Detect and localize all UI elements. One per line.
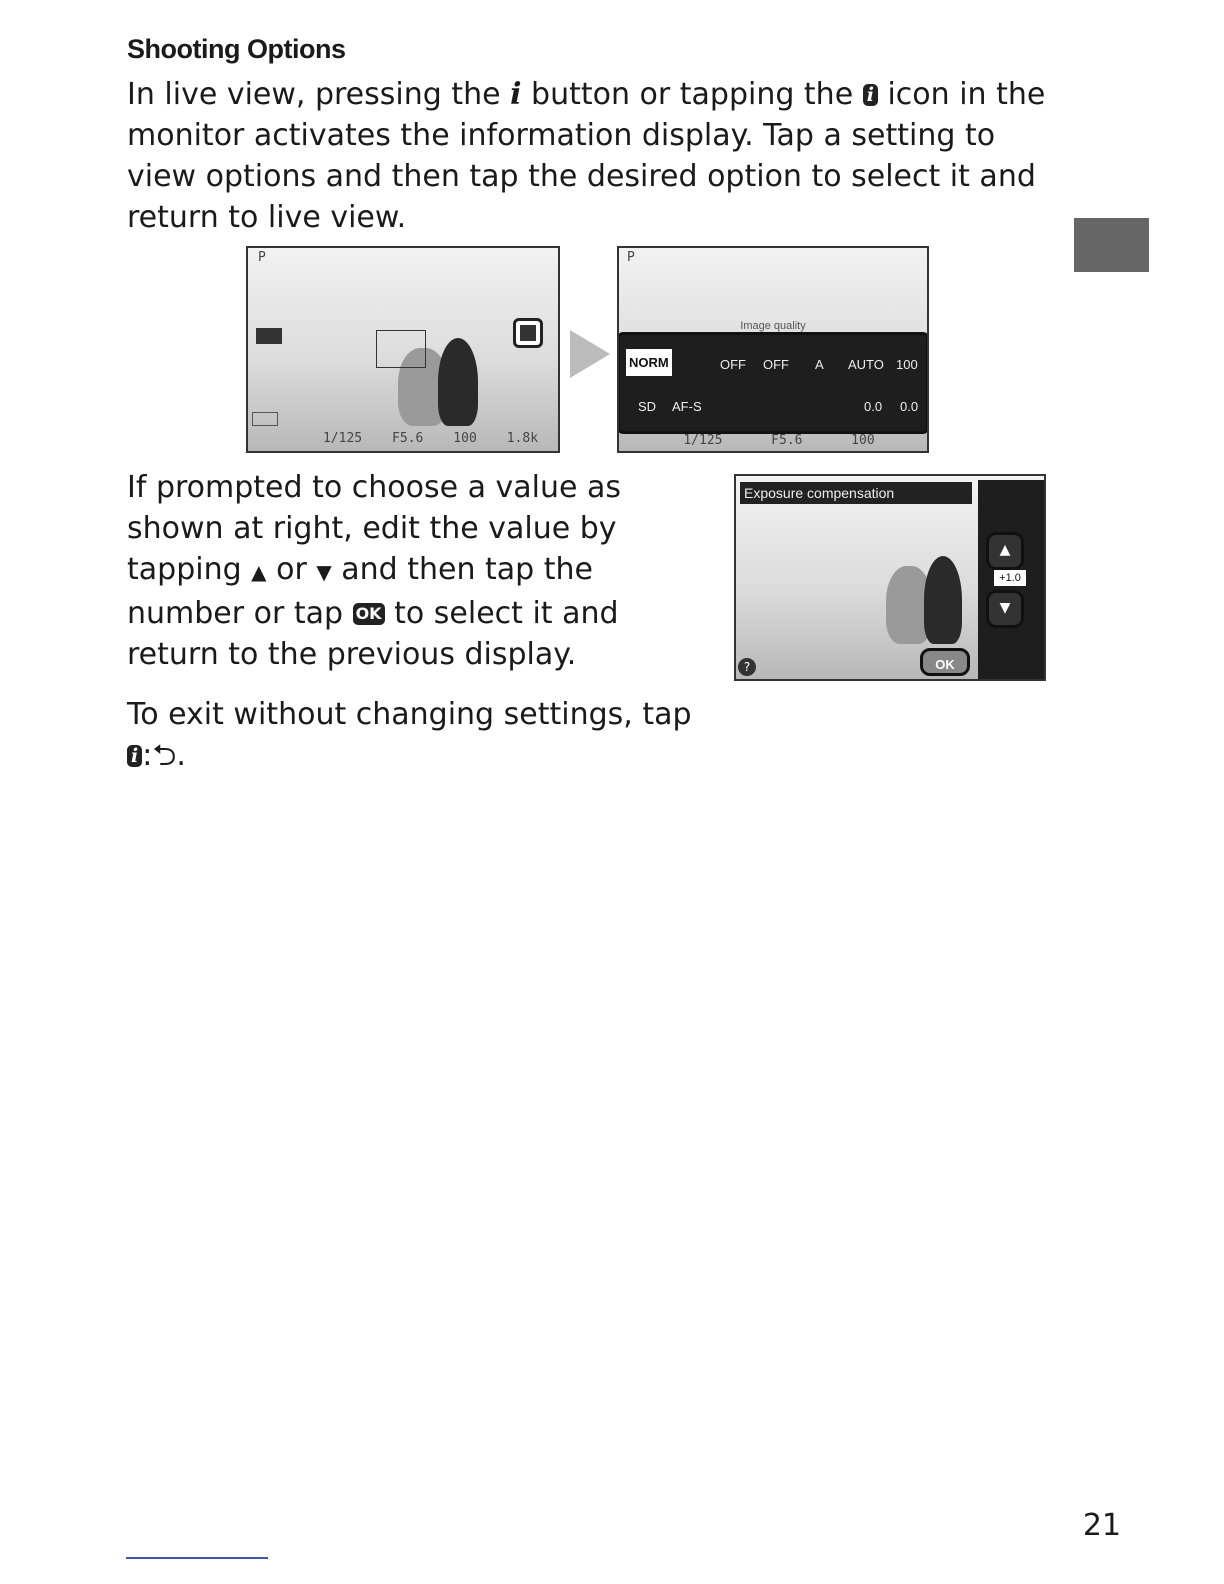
ok-icon: OK [353, 603, 385, 625]
chapter-tab [1074, 218, 1149, 272]
option-cell[interactable]: OFF [720, 357, 746, 372]
option-cell[interactable]: 0.0 [900, 399, 919, 414]
option-cell[interactable]: 100 [896, 357, 918, 372]
help-icon[interactable]: ? [738, 658, 756, 676]
info-icon: i [863, 84, 878, 106]
info-touch-icon [513, 318, 543, 348]
settings-panel [617, 332, 929, 434]
section-heading: Shooting Options [127, 34, 346, 64]
mode-indicator: P [258, 250, 266, 265]
live-view-screen [246, 246, 560, 453]
image-quality-option[interactable]: NORM [626, 349, 672, 376]
increase-button[interactable]: ▲ [986, 532, 1024, 570]
setting-title: Image quality [740, 320, 806, 332]
info-icon: i [127, 745, 142, 767]
footer-rule [126, 1557, 268, 1559]
option-cell[interactable]: 0.0 [864, 399, 883, 414]
value-paragraph: If prompted to choose a value as shown at right, edit the value by tapping ▲ or ▼ and then tap the number or tap OK to select it and return to the previous display. [127, 470, 621, 672]
option-cell[interactable]: AF-S [672, 399, 702, 414]
down-arrow-icon: ▼ [316, 560, 332, 584]
ok-button[interactable]: OK [920, 648, 970, 676]
option-cell[interactable]: OFF [763, 357, 789, 372]
camera-icon [256, 328, 282, 344]
dialog-title: Exposure compensation [740, 482, 972, 504]
return-icon: :⮌. [142, 738, 186, 773]
battery-icon [252, 412, 278, 426]
info-display-screen [617, 246, 929, 453]
exposure-comp-screen [734, 474, 1046, 681]
intro-paragraph: In live view, pressing the i button or tapping the i icon in the monitor activates the information display. Tap a setting to view options and then tap the desired option to select it and return to live view. [127, 77, 1046, 235]
up-arrow-icon: ▲ [251, 560, 267, 584]
option-cell[interactable]: SD [638, 399, 657, 414]
mode-indicator: P [627, 250, 635, 265]
value-display[interactable]: +1.0 [994, 570, 1026, 586]
decrease-button[interactable]: ▼ [986, 590, 1024, 628]
option-cell[interactable]: A [815, 357, 824, 372]
exit-paragraph: To exit without changing settings, tap i :⮌. [127, 697, 692, 773]
i-button-glyph: i [510, 77, 522, 112]
option-cell[interactable]: AUTO [848, 357, 884, 372]
exposure-readout: 1/125 F5.6 100 1.8k [322, 431, 539, 446]
next-arrow-icon [570, 330, 610, 378]
page-number: 21 [1082, 1508, 1121, 1543]
exposure-readout: 1/125 F5.6 100 [683, 433, 875, 448]
